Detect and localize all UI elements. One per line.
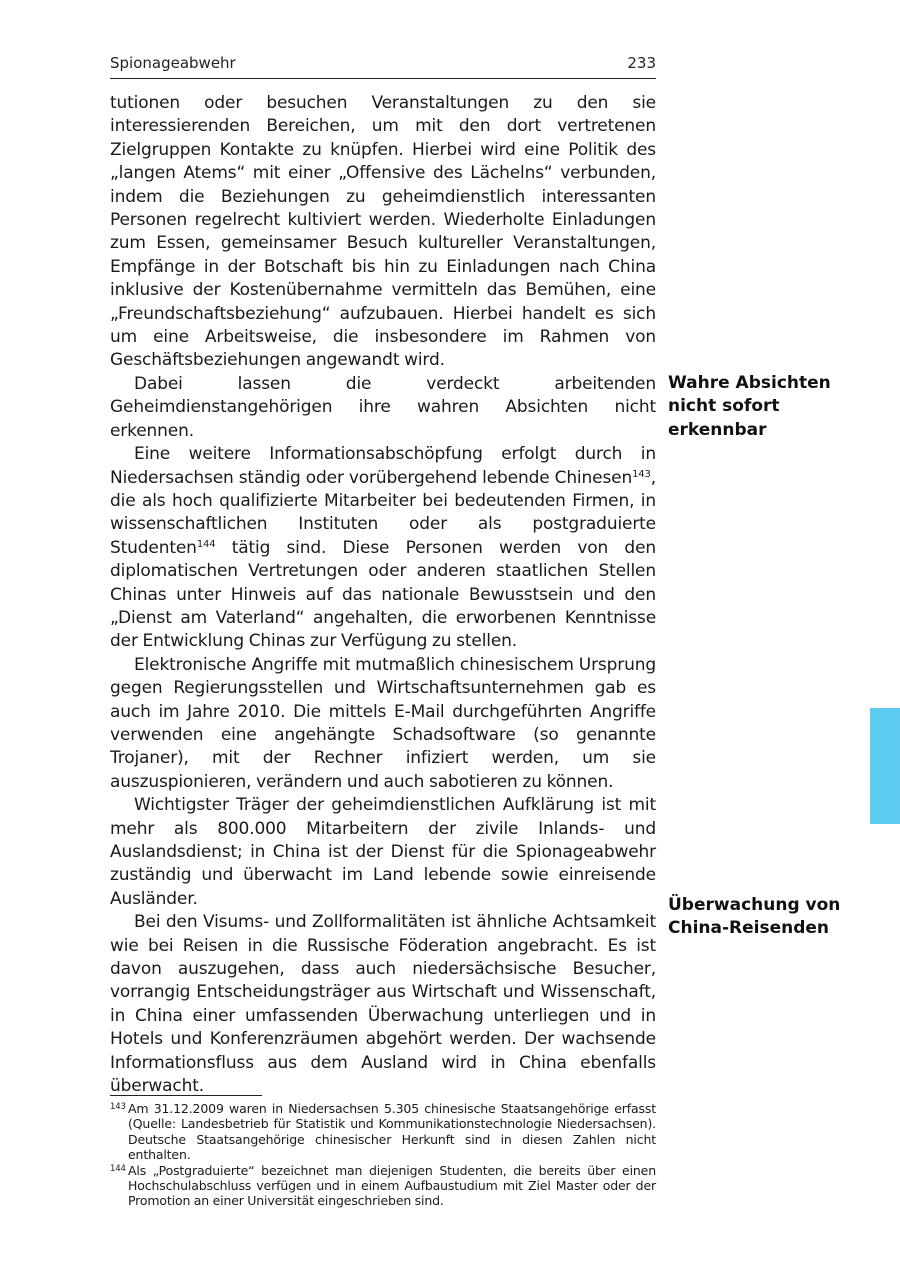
footnote-number: 144 <box>110 1163 126 1174</box>
footnote-143 <box>110 1101 656 1163</box>
running-header <box>110 52 656 79</box>
footnote-144 <box>110 1163 656 1209</box>
margin-note-line: China-Reisenden <box>668 918 830 939</box>
margin-note-absichten <box>668 372 848 442</box>
page-number: 233 <box>627 54 656 72</box>
paragraph: Dabei lassen die verdeckt arbeitenden Geheimdienstangehörigen ihre wahren Absichten nicht erkennen. <box>110 373 656 441</box>
footnote-number: 143 <box>110 1102 126 1112</box>
body-text <box>110 92 656 1098</box>
margin-note-line: Überwachung von <box>668 895 841 915</box>
paragraph: tutionen oder besuchen Veranstaltungen zu den sie interessierenden Bereichen, um mit den dort vertretenen Zielgruppen Kontakte zu knüpfen. Hierbei wird eine Politik des „langen Atems“ mit einer „Offensive des Lächelns“ verbunden, indem die Beziehungen zu geheimdienstlich interessanten Personen regelrecht kultiviert werden. Wiederholte Einladungen zum Essen, gemeinsamer Besuch kultureller Veranstaltungen, Empfänge in der Botschaft bis hin zu Einladungen nach China inklusive der Kostenübernahme vermitteln das Bemühen, eine „Freundschaftsbeziehung“ aufzubauen. Hierbei handelt es sich um eine Arbeitsweise, die insbesondere im Rahmen von Geschäftsbeziehungen angewandt wird. <box>110 93 656 371</box>
margin-note-line: Wahre Absichten <box>668 373 831 393</box>
paragraph: Elektronische Angriffe mit mutmaßlich chinesischem Ursprung gegen Regierungsstellen und Wirtschaftsunternehmen gab es auch im Jahre 2010. Die mittels E-Mail durchgeführten Angriffe verwenden eine angehängte Schadsoftware (so genannte Trojaner), mit der Rechner infiziert werden, um sie auszuspionieren, verändern und auch sabotieren zu können. <box>110 654 656 792</box>
footnotes <box>110 1101 656 1209</box>
margin-note-line: nicht sofort <box>668 396 780 417</box>
paragraph-segment: tätig sind. Diese Personen werden von den diplomatischen Vertretungen oder anderen staatlichen Stellen Chinas unter Hinweis auf das nationale Bewusstsein und den „Dienst am Vaterland“ angehalten, die erworbenen Kenntnisse der Entwicklung Chinas zur Verfügung zu stellen. <box>110 537 656 652</box>
footnote-text: Als „Postgraduierte“ bezeichnet man diejenigen Studenten, die bereits über einen Hochschulabschluss verfügen und in einem Aufbaustudium mit Ziel Master oder der Promotion an einer Universität eingeschrieben sind. <box>128 1162 656 1209</box>
paragraph: Bei den Visums- und Zollformalitäten ist ähnliche Achtsamkeit wie bei Reisen in die Russische Föderation angebracht. Es ist davon auszugehen, dass auch niedersächsische Besucher, vorrangig Entscheidungsträger aus Wirtschaft und Wissenschaft, in China einer umfassenden Überwachung unterliegen und in Hotels und Konferenzräumen abgehört werden. Der wachsende Informationsfluss aus dem Ausland wird in China ebenfalls überwacht. <box>110 912 656 1097</box>
paragraph: Wichtigster Träger der geheimdienstlichen Aufklärung ist mit mehr als 800.000 Mitarbeitern der zivile Inlands- und Auslandsdienst; in China ist der Dienst für die Spionageabwehr zuständig und überwacht im Land lebende sowie einreisende Ausländer. <box>110 795 656 909</box>
margin-note-ueberwachung <box>668 894 848 941</box>
footnote-ref-143[interactable]: 143 <box>632 468 651 480</box>
paragraph-segment: , die als hoch qualifizierte Mitarbeiter bei bedeutenden Firmen, in wissenschaftlichen Instituten oder als postgraduierte Studenten <box>110 467 656 558</box>
footnote-ref-144[interactable]: 144 <box>196 538 216 550</box>
footnote-rule <box>110 1095 262 1096</box>
paragraph-segment: Eine weitere Informationsabschöpfung erfolgt durch in Niedersachsen ständig oder vorübergehend lebende Chinesen <box>110 444 656 488</box>
paragraph <box>110 443 656 654</box>
footnote-text: Am 31.12.2009 waren in Niedersachsen 5.305 chinesische Staatsangehörige erfasst (Quelle: Landesbetrieb für Statistik und Kommunikationstechnologie Niedersachsen). Deutsche Staatsangehörige chinesischer Herkunft sind in diesen Zahlen nicht enthalten. <box>128 1101 656 1163</box>
running-title: Spionageabwehr <box>110 54 236 72</box>
margin-note-line: erkennbar <box>668 419 767 440</box>
chapter-thumb-tab <box>870 708 900 824</box>
